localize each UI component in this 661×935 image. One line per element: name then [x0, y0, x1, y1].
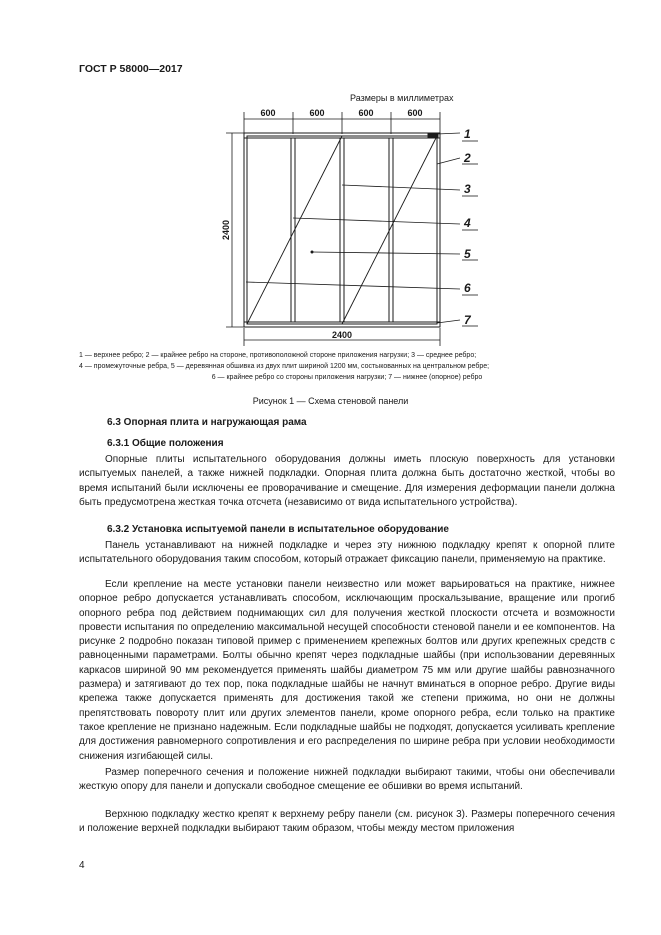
callout-number: 5 [464, 247, 471, 261]
paragraph: Размер поперечного сечения и положение нижней подкладки выбирают такими, чтобы они обеспечивали жесткую опору для панели и допускали свободное смещение ее обшивки во время испытаний. [79, 767, 615, 793]
subsection-heading: 6.3.2 Установка испытуемой панели в испытательное оборудование [107, 524, 449, 535]
intermediate-studs [291, 138, 393, 322]
callout-number: 4 [464, 216, 471, 230]
top-dim-label: 600 [407, 108, 423, 118]
units-note: Размеры в миллиметрах [350, 93, 454, 103]
page-number: 4 [79, 860, 85, 871]
legend-line: 4 — промежуточные ребра, 5 — деревянная обшивка из двух плит шириной 1200 мм, состыкованных на центральном ребре; [79, 363, 490, 370]
section-heading: 6.3 Опорная плита и нагружающая рама [107, 417, 307, 428]
corner-marker [428, 134, 438, 137]
paragraph: Панель устанавливают на нижней подкладке и через эту нижнюю подкладку крепят к опорной плите испытательного оборудования таким способом, который отражает фиксацию панели, применяемую на практике. [79, 540, 615, 566]
panel-frame [244, 133, 440, 327]
sheathing-dot [311, 251, 314, 254]
paragraph: Верхнюю подкладку жестко крепят к верхнему ребру панели (см. рисунок 3). Размеры поперечного сечения и положение верхней подкладки выбирают таким образом, чтобы между местом приложения [79, 809, 615, 835]
top-dim-label: 600 [260, 108, 276, 118]
top-dim-label: 600 [309, 108, 325, 118]
legend-line: 1 — верхнее ребро; 2 — крайнее ребро на стороне, противоположной стороне приложения нагрузки; 3 — среднее ребро; [79, 352, 477, 359]
paragraph: Опорные плиты испытательного оборудования должны иметь плоскую поверхность для установки испытуемых панелей, а также нижней подкладки. Опорная плита должна быть достаточно жесткой, чтобы во время испытаний были исключены ее проворачивание и смещение. Для измерения деформации панели должна быть предусмотрена жесткая точка отсчета (независимо от вида испытательного устройства). [79, 454, 615, 508]
figure-caption: Рисунок 1 — Схема стеновой панели [252, 396, 409, 406]
callout-number: 6 [464, 281, 471, 295]
paragraph: Если крепление на месте установки панели неизвестно или может варьироваться на практике, нижнее опорное ребро допускается устанавливать способом, исключающим проскальзывание, вращение или прогиб опорного ребра под действием поднимающих сил для получения жесткой плоскости отсчета и возможности провести испытания по определению максимальной несущей способности стеновой панели и ее компонентов. На рисунке 2 подробно показан типовой пример с применением крепежных болтов или других крепежных средств с равноценными параметрами. Болты обычно крепят через подкладные шайбы (при использовании деревянных каркасов шириной 90 мм рекомендуется применять шайбы диаметром 75 мм или другие шайбы равнозначного размера) и затягивают до тех пор, пока подкладные шайбы не начнут вминаться в опорное ребро. Другие виды крепежа также допускается применять для достижения такой же степени прижима, но они не должны препятствовать повороту плит или других элементов панели, кроме опорного ребра, если только на практике такое крепление не признано надежным. Если подкладные шайбы не подходят, допускается усиливать крепление для достижения равномерного сопротивления и его распределения по ширине ребра при условии необходимости снижения изгибающей силы. [79, 579, 615, 762]
document-header: ГОСТ Р 58000—2017 [79, 63, 183, 75]
callout-number: 3 [464, 182, 471, 196]
callout-number: 1 [464, 127, 471, 141]
wall-panel-figure [0, 0, 661, 350]
callout-number: 2 [464, 151, 471, 165]
callout-leaders [246, 133, 478, 326]
subsection-heading: 6.3.1 Общие положения [107, 438, 224, 449]
sheathing-diagonals [247, 136, 437, 324]
top-dim-label: 600 [358, 108, 374, 118]
callout-number: 7 [464, 313, 471, 327]
legend-line: 6 — крайнее ребро со стороны приложения нагрузки; 7 — нижнее (опорное) ребро [211, 374, 483, 381]
bottom-dim-label: 2400 [331, 330, 353, 340]
figure-legend [79, 350, 615, 383]
side-dim-label: 2400 [221, 219, 231, 241]
